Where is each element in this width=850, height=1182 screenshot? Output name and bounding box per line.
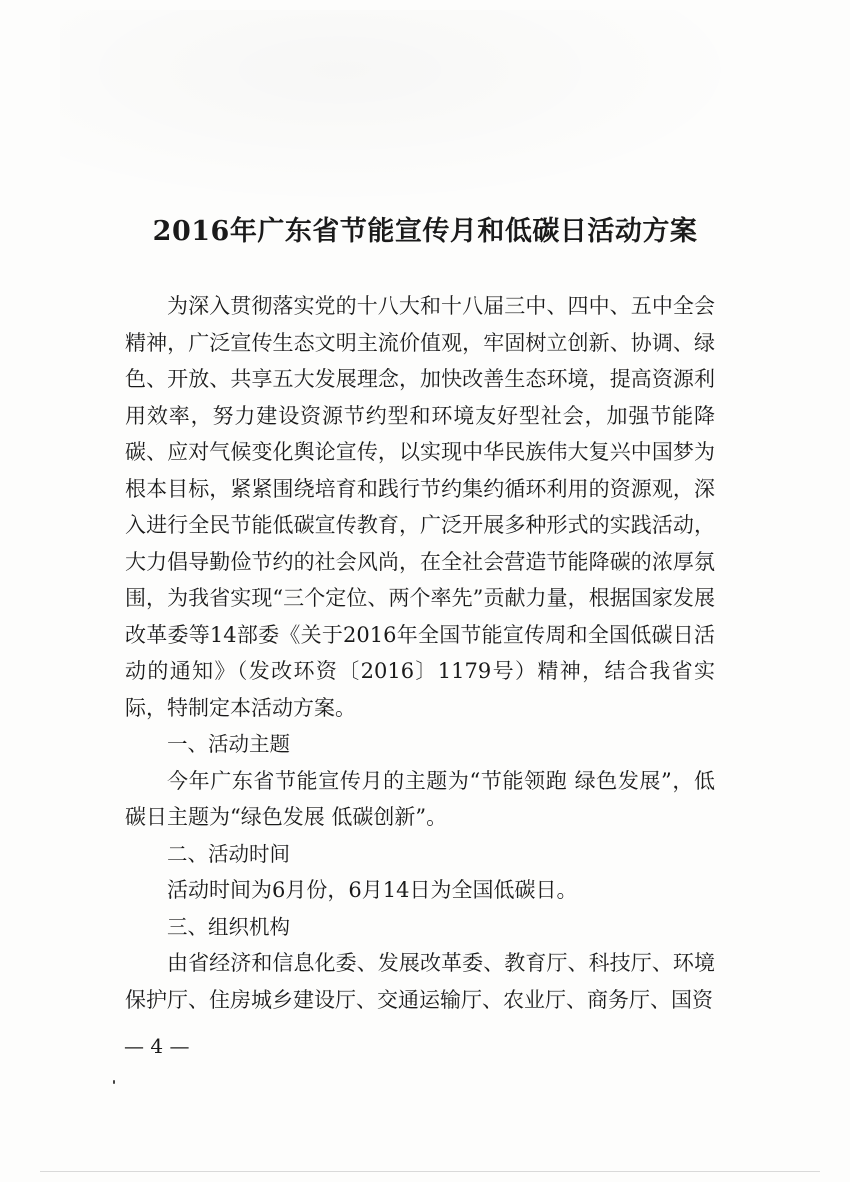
page-number: — 4 — — [124, 1034, 190, 1058]
scan-speck — [113, 1080, 115, 1084]
scan-artifact — [60, 10, 760, 210]
section-text-time: 活动时间为6月份，6月14日为全国低碳日。 — [167, 878, 578, 902]
section-heading-organization: 三、组织机构 — [167, 914, 290, 939]
intro-paragraph: 为深入贯彻落实党的十八大和十八届三中、四中、五中全会精神，广泛宣传生态文明主流价值观，牢固树立创新、协调、绿色、开放、共享五大发展理念，加快改善生态环境，提高资源利用效率，努力建设资源节约型和环境友好型社会，加强节能降碳、应对气候变化舆论宣传，以实现中华民族伟大复兴中国梦为根本目标，紧紧围绕培育和践行节约集约循环利用的资源观，深入进行全民节能低碳宣传教育，广泛开展多种形式的实践活动，大力倡导勤俭节约的社会风尚，在全社会营造节能降碳的浓厚氛围，为我省实现“三个定位、两个率先”贡献力量，根据国家发展改革委等14部委《关于2016年全国节能宣传周和全国低碳日活动的通知》（发改环资〔2016〕1179号）精神，结合我省实际，特制定本活动方案。 — [125, 294, 715, 720]
section-heading-time: 二、活动时间 — [167, 841, 290, 866]
scan-edge-line — [40, 1171, 820, 1172]
section-text-theme: 今年广东省节能宣传月的主题为“节能领跑 绿色发展”，低碳日主题为“绿色发展 低碳创新”。 — [125, 768, 715, 829]
section-text-organization: 由省经济和信息化委、发展改革委、教育厅、科技厅、环境保护厅、住房城乡建设厅、交通运输厅、农业厅、商务厅、国资 — [125, 951, 715, 1012]
document-body — [125, 288, 715, 1018]
document-title: 2016年广东省节能宣传月和低碳日活动方案 — [152, 216, 698, 247]
section-heading-theme: 一、活动主题 — [167, 732, 290, 756]
